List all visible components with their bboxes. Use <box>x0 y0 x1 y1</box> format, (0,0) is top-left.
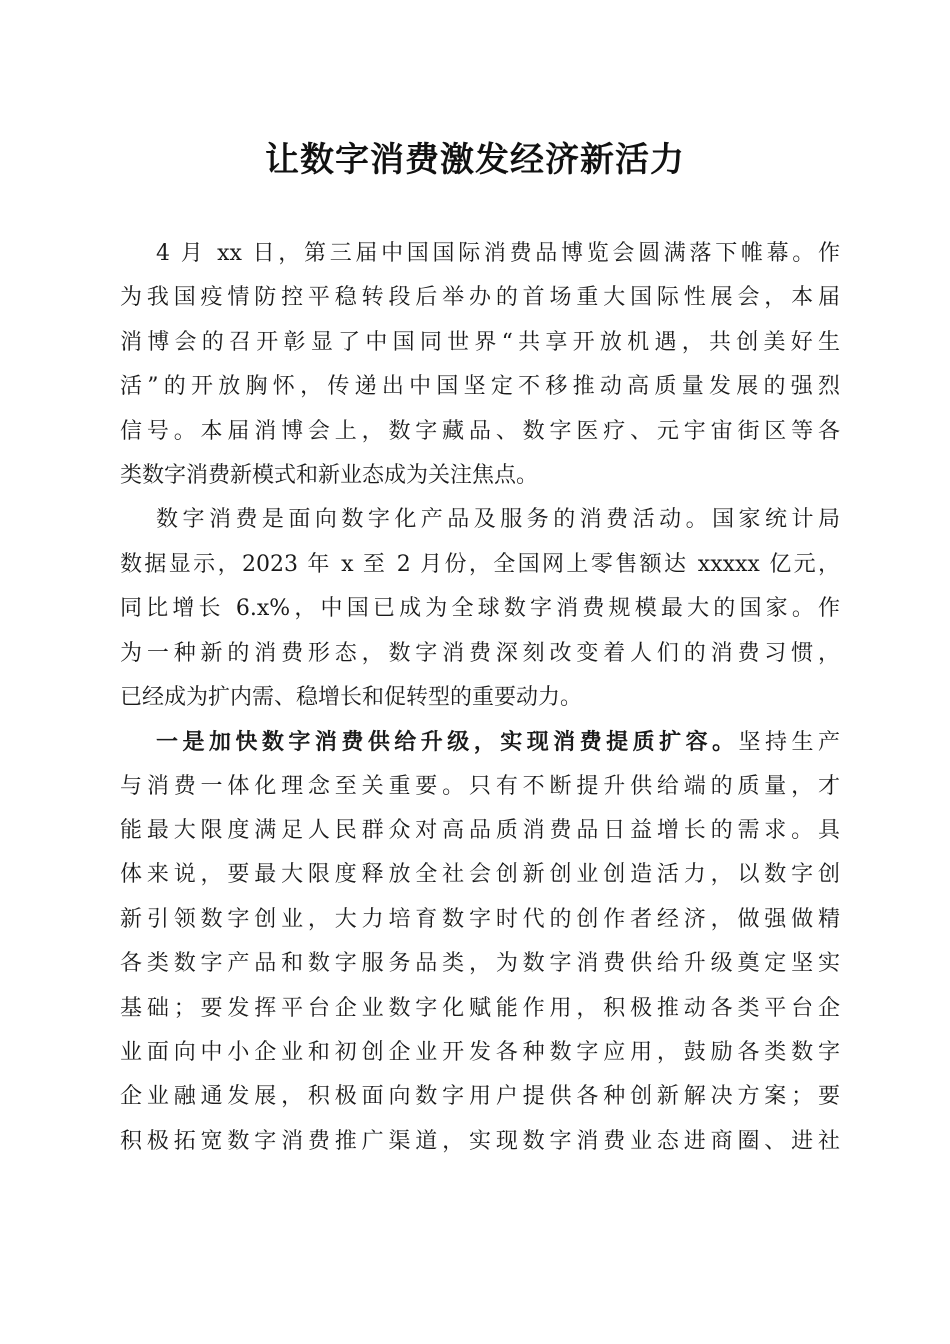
paragraph-3-line-7: 基础；要发挥平台企业数字化赋能作用，积极推动各类平台企 <box>120 995 840 1021</box>
paragraph-3-line-6: 各类数字产品和数字服务品类，为数字消费供给升级奠定坚实 <box>120 951 840 977</box>
paragraph-3-line-10: 积极拓宽数字消费推广渠道，实现数字消费业态进商圈、进社 <box>120 1128 840 1154</box>
paragraph-3-line-4: 体来说，要最大限度释放全社会创新创业创造活力，以数字创 <box>120 862 840 888</box>
paragraph-3-line-1-rest: 坚持生产 <box>738 730 840 756</box>
paragraph-2-line-1: 数字消费是面向数字化产品及服务的消费活动。国家统计局 <box>156 507 840 533</box>
paragraph-3-line-1 <box>120 720 840 764</box>
paragraph-3-lead: 一是加快数字消费供给升级，实现消费提质扩容。 <box>156 729 739 756</box>
paragraph-1-line-2: 为我国疫情防控平稳转段后举办的首场重大国际性展会，本届 <box>120 285 840 311</box>
paragraph-3-line-3: 能最大限度满足人民群众对高品质消费品日益增长的需求。具 <box>120 818 840 844</box>
document-body <box>120 232 840 1164</box>
paragraph-3-line-9: 企业融通发展，积极面向数字用户提供各种创新解决方案；要 <box>120 1084 840 1110</box>
document-title: 让数字消费激发经济新活力 <box>265 140 685 180</box>
paragraph-3-line-5: 新引领数字创业，大力培育数字时代的创作者经济，做强做精 <box>120 906 840 932</box>
paragraph-1-line-4: 活”的开放胸怀，传递出中国坚定不移推动高质量发展的强烈 <box>120 374 840 400</box>
paragraph-3-line-8: 业面向中小企业和初创企业开发各种数字应用，鼓励各类数字 <box>120 1040 840 1066</box>
paragraph-1-line-5: 信号。本届消博会上，数字藏品、数字医疗、元宇宙街区等各 <box>120 418 840 444</box>
paragraph-2-line-3: 同比增长 6.x%，中国已成为全球数字消费规模最大的国家。作 <box>120 596 840 622</box>
paragraph-1-line-6: 类数字消费新模式和新业态成为关注焦点。 <box>120 462 539 488</box>
paragraph-1-line-3: 消博会的召开彰显了中国同世界“共享开放机遇，共创美好生 <box>120 329 840 355</box>
paragraph-3-line-2: 与消费一体化理念至关重要。只有不断提升供给端的质量，才 <box>120 773 840 799</box>
paragraph-2-line-2: 数据显示，2023 年 x 至 2 月份，全国网上零售额达 xxxxx 亿元， <box>120 551 840 577</box>
paragraph-1-line-1: 4 月 xx 日，第三届中国国际消费品博览会圆满落下帷幕。作 <box>156 241 840 266</box>
paragraph-2-line-4: 为一种新的消费形态，数字消费深刻改变着人们的消费习惯， <box>120 640 840 666</box>
paragraph-2-line-5: 已经成为扩内需、稳增长和促转型的重要动力。 <box>120 684 583 710</box>
